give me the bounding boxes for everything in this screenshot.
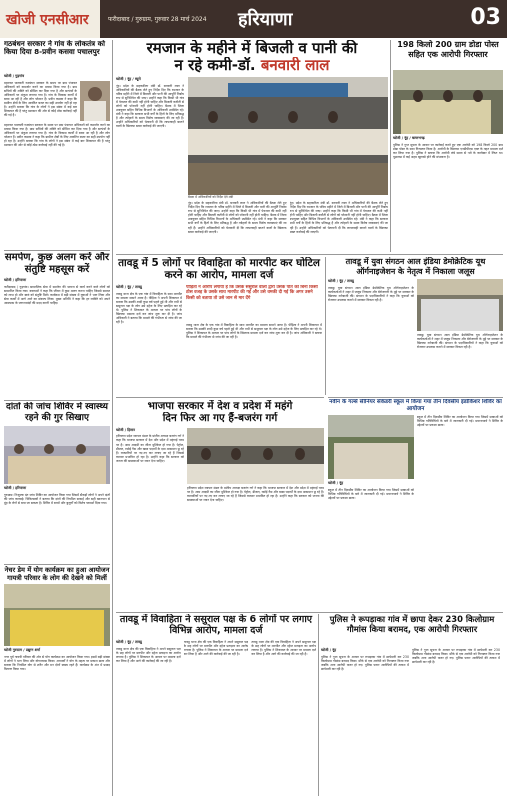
- seizure-photo: [393, 70, 503, 134]
- section-title: हरियाणा: [238, 9, 293, 30]
- story-dateline: खोजी / हरियाणा: [4, 278, 27, 282]
- story-panchayat: [4, 40, 110, 248]
- story-body: पुलिस ने गुप्त सूचना के आधार पर कार्रवाई करते हुए एक आरोपी को 198 किलो 200 ग्राम डोडा पोस्त के साथ गिरफ्तार किया है। आरोपी के खिलाफ एनडीपीएस एक्ट के तहत मामला दर्ज कर लिया गया है। पुलिस ने बताया कि आरोपी लंबे समय से नशे के कारोबार में लिप्त था। पूछताछ में कई अहम खुलासे होने की संभावना है।: [393, 142, 503, 159]
- lead-headline-line2: [116, 57, 388, 74]
- divider: [116, 397, 324, 398]
- story-headline: दांतों की जांच शिविर में स्वास्थ्य रहने की गुर सिखाए: [6, 402, 108, 423]
- story-tavdu-inlaws: [116, 614, 316, 796]
- edition-dateline: फरीदाबाद / गुरुग्राम, गुरुवार 28 मार्च 2024: [108, 16, 207, 23]
- story-body-col2: स्कूल में तीन दिवसीय शिविर का आयोजन किया गया जिसमें छात्राओं को विभिन्न गतिविधियों के बारे में जानकारी दी गई। प्रधानाचार्य ने शिविर के उद्देश्यों पर प्रकाश डाला।: [417, 415, 503, 428]
- pull-quote: पीड़िता ने आरोप लगाया है कि उसके ससुराल वालों द्वारा उसके पति को बिना किसी ठोस वजह के उसके साथ मारपीट की गई और उसे धमकी दी गई कि अगर उसने किसी को बताया तो उसे जान से मार देंगे: [186, 285, 318, 301]
- story-school-camp: [328, 399, 503, 577]
- school-camp-photo: [328, 415, 414, 479]
- masthead: [0, 0, 507, 38]
- column-rule: [112, 40, 113, 796]
- story-headline: गठबंधन सरकार ने गांव के लोकतंत्र को किया दिया 8-प्रवीन कसवा पचालपुर: [4, 40, 105, 57]
- story-body: हरियाणा प्रदेश व्यापार मंडल के प्रांतीय अध्यक्ष बजरंग गर्ग ने कहा कि भाजपा सरकार में देश और प्रदेश में महंगाई चरम पर है। आम आदमी का जीना मुश्किल हो गया है। पेट्रोल, डीजल, रसोई गैस और खाद्य पदार्थों के दाम आसमान छू रहे हैं। व्यापारियों पर नए-नए कर लगाए जा रहे हैं जिससे व्यापार प्रभावित हो रहा है। उन्होंने कहा कि सरकार को जनता की समस्याओं पर ध्यान देना चाहिए।: [116, 434, 184, 463]
- story-headline: समर्पण, कुछ अलग करें और संतुष्टि महसूस करें: [4, 252, 110, 275]
- column-rule: [318, 614, 319, 796]
- yoga-event-photo: [4, 584, 110, 646]
- story-ramzan-lead: [116, 40, 388, 252]
- story-dateline: खोजी / नूंह / तावडू: [328, 279, 354, 283]
- story-body: फरीदाबाद / गुड़गांव। सामाजिक सेवा में समर्पण की भावना से कार्य करने वाले लोगों को सम्मानित किया गया। वक्ताओं ने कहा कि जीवन में कुछ अलग करना चाहिए जिससे समाज को लाभ हो और स्वयं को संतुष्टि मिले। कार्यक्रम में बड़ी संख्या में युवाओं ने भाग लिया और सेवा कार्यों में आगे आने का संकल्प लिया। मुख्य अतिथि ने कहा कि हर व्यक्ति को अपने आसपास के जरूरतमंदों की मदद करनी चाहिए।: [4, 284, 110, 305]
- divider: [4, 400, 110, 401]
- story-headline: पुलिस ने रूपड़ाका गांव में छापा देकर 230 किलोग्राम गौमांस किया बरामद, एक आरोपी गिरफ्तार: [329, 614, 495, 634]
- story-body: तावडू थाना क्षेत्र के एक गांव में विवाहिता के साथ मारपीट का मामला सामने आया है। पीड़िता ने अपनी शिकायत में बताया कि उसकी शादी कुछ वर्ष पहले हुई थी और तभी से ससुराल पक्ष के लोग उसे दहेज के लिए प्रताड़ित कर रहे थे। पुलिस ने शिकायत के आधार पर पांच लोगों के खिलाफ मामला दर्ज कर जांच शुरू कर दी है। जांच अधिकारी ने बताया कि मामले की गंभीरता से जांच की जा रही है।: [116, 291, 182, 325]
- story-body-col2: तावडू थाना क्षेत्र की एक विवाहिता ने अपने ससुराल पक्ष के छह लोगों पर मारपीट और दहेज प्रताड़ना का आरोप लगाया है। पुलिस ने शिकायत के आधार पर मामला दर्ज कर लिया है और आगे की कार्रवाई की जा रही है।: [183, 640, 249, 657]
- story-headline-line1: भाजपा सरकार में देश व प्रदेश में महंगे: [147, 400, 293, 412]
- story-body: स्कूल में तीन दिवसीय शिविर का आयोजन किया गया जिसमें छात्राओं को विभिन्न गतिविधियों के बारे में जानकारी दी गई। प्रधानाचार्य ने शिविर के उद्देश्यों पर प्रकाश डाला।: [328, 487, 414, 500]
- page-number: 03: [470, 5, 501, 30]
- story-yoga: [4, 566, 110, 796]
- newspaper-logo: खोजी एनसीआर: [0, 0, 100, 38]
- story-dateline: खोजी / हरियाणा: [4, 486, 27, 490]
- story-dateline: खोजी / नूंह: [321, 648, 337, 652]
- story-headline: तावडू में 5 लोगों पर विवाहिता को मारपीट कर घोटिल करने का आरोप, मामला दर्ज: [118, 257, 320, 281]
- story-body-col2: तावडू थाना क्षेत्र के एक गांव में विवाहिता के साथ मारपीट का मामला सामने आया है। पीड़िता ने अपनी शिकायत में बताया कि उसकी शादी कुछ वर्ष पहले हुई थी और तभी से ससुराल पक्ष के लोग उसे दहेज के लिए प्रताड़ित कर रहे थे। पुलिस ने शिकायत के आधार पर पांच लोगों के खिलाफ मामला दर्ज कर जांच शुरू कर दी है। जांच अधिकारी ने बताया कि मामले की गंभीरता से जांच की जा रही है।: [186, 323, 322, 340]
- story-body: गुरुग्राम। निःशुल्क दंत जांच शिविर का आयोजन किया गया जिसमें सैकड़ों लोगों ने अपने दांतों की जांच करवाई। चिकित्सकों ने बताया कि दांतों की नियमित सफाई और सही खानपान से मुंह के रोगों से बचा जा सकता है। शिविर में बच्चों और बुजुर्गों को विशेष परामर्श दिया गया।: [4, 492, 110, 505]
- story-body: नगर पूर्व गायत्री परिवार की ओर से योग कार्यक्रम का आयोजन किया गया। इसमें बड़ी संख्या में लोगों ने भाग लिया और योगाभ्यास किया। आचार्यों ने योग के महत्व पर प्रकाश डाला और बताया कि नियमित योग से शरीर और मन दोनों स्वस्थ रहते हैं। कार्यक्रम के अंत में प्रसाद वितरण किया गया।: [4, 654, 110, 671]
- story-dental-camp: [4, 402, 110, 562]
- divider: [116, 254, 503, 255]
- story-body-col2: तावडू। युवा संगठन आल इंडिया डेमोक्रेटिक यूथ ऑर्गनाइजेशन के कार्यकर्ताओं ने शहर में जलूस निकाला और बेरोजगारी के मुद्दे पर सरकार के खिलाफ नारेबाजी की। संगठन के पदाधिकारियों ने कहा कि युवाओं को रोजगार उपलब्ध कराने में सरकार विफल रही है।: [417, 333, 503, 350]
- story-body: नूंह। प्रदेश के सहकारिता मंत्री डॉ. बनवारी लाल ने अधिकारियों की बैठक लेते हुए निर्देश दिए कि रमजान के पवित्र महीने में जिले में बिजली और पानी की आपूर्ति निर्बाध रूप से सुनिश्चित की जाए। उन्होंने कहा कि किसी भी गांव में पेयजल की कमी नहीं होनी चाहिए और बिजली कटौती से लोगों को परेशानी नहीं होनी चाहिए। बैठक में जिला उपायुक्त सहित विभिन्न विभागों के अधिकारी उपस्थित रहे। मंत्री ने कहा कि सरकार सभी वर्गों के हितों के लिए प्रतिबद्ध है और त्योहारों के समय विशेष व्यवस्थाएं की जा रही हैं। उन्होंने अधिकारियों को चेतावनी दी कि लापरवाही बरतने वालों के खिलाफ सख्त कार्रवाई की जाएगी।: [116, 83, 184, 129]
- story-samarpan: [4, 252, 110, 398]
- divider: [4, 564, 110, 565]
- story-headline: तावडू में विवाहिता ने ससुराल पक्ष के 6 लोगों पर लगाए विभिन्न आरोप, मामला दर्ज: [119, 614, 313, 637]
- portrait-photo: [80, 81, 110, 121]
- story-body-col2: पुलिस ने गुप्त सूचना के आधार पर रूपड़ाका गांव में छापेमारी कर 230 किलोग्राम गौमांस बरामद किया। मौके से एक आरोपी को गिरफ्तार किया गया जबकि अन्य आरोपी फरार हो गए। पुलिस फरार आरोपियों की तलाश में छापेमारी कर रही है।: [412, 648, 500, 665]
- photo-caption: बैठक में अधिकारियों को निर्देश देते मंत्री: [188, 195, 234, 199]
- lead-headline-line1: रमजान के महीने में बिजली व पानी की: [146, 40, 358, 57]
- story-headline: तावडू में युवा संगठन आल इंडिया डेमोक्रेटिक यूथ ऑर्गनाइजेशन के नेतृत्व में निकाला जलूस: [345, 257, 486, 276]
- story-headline-line2: दिन फिर आ गए हैं-बजरंग गर्ग: [162, 412, 278, 425]
- story-body-col2: नूंह। प्रदेश के सहकारिता मंत्री डॉ. बनवारी लाल ने अधिकारियों की बैठक लेते हुए निर्देश दिए कि रमजान के पवित्र महीने में जिले में बिजली और पानी की आपूर्ति निर्बाध रूप से सुनिश्चित की जाए। उन्होंने कहा कि किसी भी गांव में पेयजल की कमी नहीं होनी चाहिए और बिजली कटौती से लोगों को परेशानी नहीं होनी चाहिए। बैठक में जिला उपायुक्त सहित विभिन्न विभागों के अधिकारी उपस्थित रहे। मंत्री ने कहा कि सरकार सभी वर्गों के हितों के लिए प्रतिबद्ध है और त्योहारों के समय विशेष व्यवस्थाएं की जा रही हैं। उन्होंने अधिकारियों को चेतावनी दी कि लापरवाही बरतने वालों के खिलाफ सख्त कार्रवाई की जाएगी।: [188, 201, 287, 234]
- story-dateline: खोजी / नूंह / बल्लभगढ़: [393, 136, 425, 140]
- story-body: तावडू। युवा संगठन आल इंडिया डेमोक्रेटिक यूथ ऑर्गनाइजेशन के कार्यकर्ताओं ने शहर में जलूस निकाला और बेरोजगारी के मुद्दे पर सरकार के खिलाफ नारेबाजी की। संगठन के पदाधिकारियों ने कहा कि युवाओं को रोजगार उपलब्ध कराने में सरकार विफल रही है।: [328, 285, 414, 302]
- story-youth-rally: [328, 257, 503, 395]
- story-body-col3: नूंह। प्रदेश के सहकारिता मंत्री डॉ. बनवारी लाल ने अधिकारियों की बैठक लेते हुए निर्देश दिए कि रमजान के पवित्र महीने में जिले में बिजली और पानी की आपूर्ति निर्बाध रूप से सुनिश्चित की जाए। उन्होंने कहा कि किसी भी गांव में पेयजल की कमी नहीं होनी चाहिए और बिजली कटौती से लोगों को परेशानी नहीं होनी चाहिए। बैठक में जिला उपायुक्त सहित विभिन्न विभागों के अधिकारी उपस्थित रहे। मंत्री ने कहा कि सरकार सभी वर्गों के हितों के लिए प्रतिबद्ध है और त्योहारों के समय विशेष व्यवस्थाएं की जा रही हैं। उन्होंने अधिकारियों को चेतावनी दी कि लापरवाही बरतने वालों के खिलाफ सख्त कार्रवाई की जाएगी।: [289, 201, 388, 234]
- lead-headline-name: बनवारी लाल: [260, 57, 330, 74]
- story-body-col2: हरियाणा प्रदेश व्यापार मंडल के प्रांतीय अध्यक्ष बजरंग गर्ग ने कहा कि भाजपा सरकार में देश और प्रदेश में महंगाई चरम पर है। आम आदमी का जीना मुश्किल हो गया है। पेट्रोल, डीजल, रसोई गैस और खाद्य पदार्थों के दाम आसमान छू रहे हैं। व्यापारियों पर नए-नए कर लगाए जा रहे हैं जिससे व्यापार प्रभावित हो रहा है। उन्होंने कहा कि सरकार को जनता की समस्याओं पर ध्यान देना चाहिए।: [187, 485, 324, 503]
- story-tavdu-assault: [116, 257, 322, 395]
- rally-photo: [417, 279, 503, 331]
- meeting-photo: [188, 77, 388, 195]
- story-police-raid: [321, 614, 503, 796]
- story-body-continued: महाराज पालवती गठबंधन सरकार के समय पर ग्राम पंचायत अधिकारों को कमजोर करने का प्रयास किया गया है। ग्राम सचिवों की शक्ति को सीमित कर दिया गया है और सरपंचों के अधिकारों पर अंकुश लगाया गया है। गांव के विकास कार्यों में बाधा आ रही है और लोग परेशान हैं। प्रवीन कसवा ने कहा कि ग्रामीण क्षेत्रों के लिए आवंटित बजट का सही उपयोग नहीं हो रहा है। उन्होंने बताया कि गांव के लोगों ने इस संबंध में कई बार शिकायत की है परंतु प्रशासन की ओर से कोई ठोस कार्रवाई नहीं की गई है।: [4, 122, 110, 147]
- story-bajrang-garg: [116, 400, 324, 610]
- divider: [4, 250, 110, 251]
- story-headline: नेचर डेम में योग कार्यक्रम का हुआ आयोजन गायत्री परिवार के लोग की देखने को मिलीं: [4, 566, 110, 582]
- press-conference-photo: [187, 428, 324, 484]
- lead-headline-text: न रहे कमी-डॉ.: [174, 57, 256, 74]
- story-dateline: खोजी गुरुग्राम / प्रद्युम्न शर्मा: [4, 648, 41, 652]
- story-body: महाराज पालवती गठबंधन सरकार के समय पर ग्राम पंचायत अधिकारों को कमजोर करने का प्रयास किया गया है। ग्राम सचिवों की शक्ति को सीमित कर दिया गया है और सरपंचों के अधिकारों पर अंकुश लगाया गया है। गांव के विकास कार्यों में बाधा आ रही है और लोग परेशान हैं। प्रवीन कसवा ने कहा कि ग्रामीण क्षेत्रों के लिए आवंटित बजट का सही उपयोग नहीं हो रहा है। उन्होंने बताया कि गांव के लोगों ने इस संबंध में कई बार शिकायत की है परंतु प्रशासन की ओर से कोई ठोस कार्रवाई नहीं की गई है।: [4, 80, 77, 118]
- column-rule: [325, 257, 326, 395]
- story-dateline: खोजी / गुड़गांव: [4, 74, 25, 78]
- dental-camp-photo: [4, 426, 110, 484]
- story-doda-post: [393, 40, 503, 252]
- story-dateline: खोजी / हिसार: [116, 427, 135, 432]
- story-body: तावडू थाना क्षेत्र की एक विवाहिता ने अपने ससुराल पक्ष के छह लोगों पर मारपीट और दहेज प्रताड़ना का आरोप लगाया है। पुलिस ने शिकायत के आधार पर मामला दर्ज कर लिया है और आगे की कार्रवाई की जा रही है।: [116, 646, 181, 663]
- story-headline: 198 किलो 200 ग्राम डोडा पोस्त सहित एक आरोपी गिरफ्तार: [397, 40, 499, 59]
- column-rule: [390, 40, 391, 252]
- story-dateline: खोजी / नूंह / तावडू: [116, 285, 142, 289]
- story-body-col3: तावडू थाना क्षेत्र की एक विवाहिता ने अपने ससुराल पक्ष के छह लोगों पर मारपीट और दहेज प्रताड़ना का आरोप लगाया है। पुलिस ने शिकायत के आधार पर मामला दर्ज कर लिया है और आगे की कार्रवाई की जा रही है।: [251, 640, 317, 657]
- story-headline: नवीन के गर्ल्स सीनियर सेकेंडरी स्कूल में किया गया तीन दिवसीय इंडोकिशर शिविर का आयोजन: [329, 399, 502, 412]
- story-dateline: खोजी / नूंह: [328, 481, 344, 485]
- divider: [116, 612, 503, 613]
- story-dateline: खोजी / नूंह / तावडू: [116, 640, 142, 644]
- divider: [328, 397, 503, 398]
- story-dateline: खोजी / नूंह / ब्यूरो: [116, 77, 141, 81]
- story-body: पुलिस ने गुप्त सूचना के आधार पर रूपड़ाका गांव में छापेमारी कर 230 किलोग्राम गौमांस बरामद किया। मौके से एक आरोपी को गिरफ्तार किया गया जबकि अन्य आरोपी फरार हो गए। पुलिस फरार आरोपियों की तलाश में छापेमारी कर रही है।: [321, 654, 409, 671]
